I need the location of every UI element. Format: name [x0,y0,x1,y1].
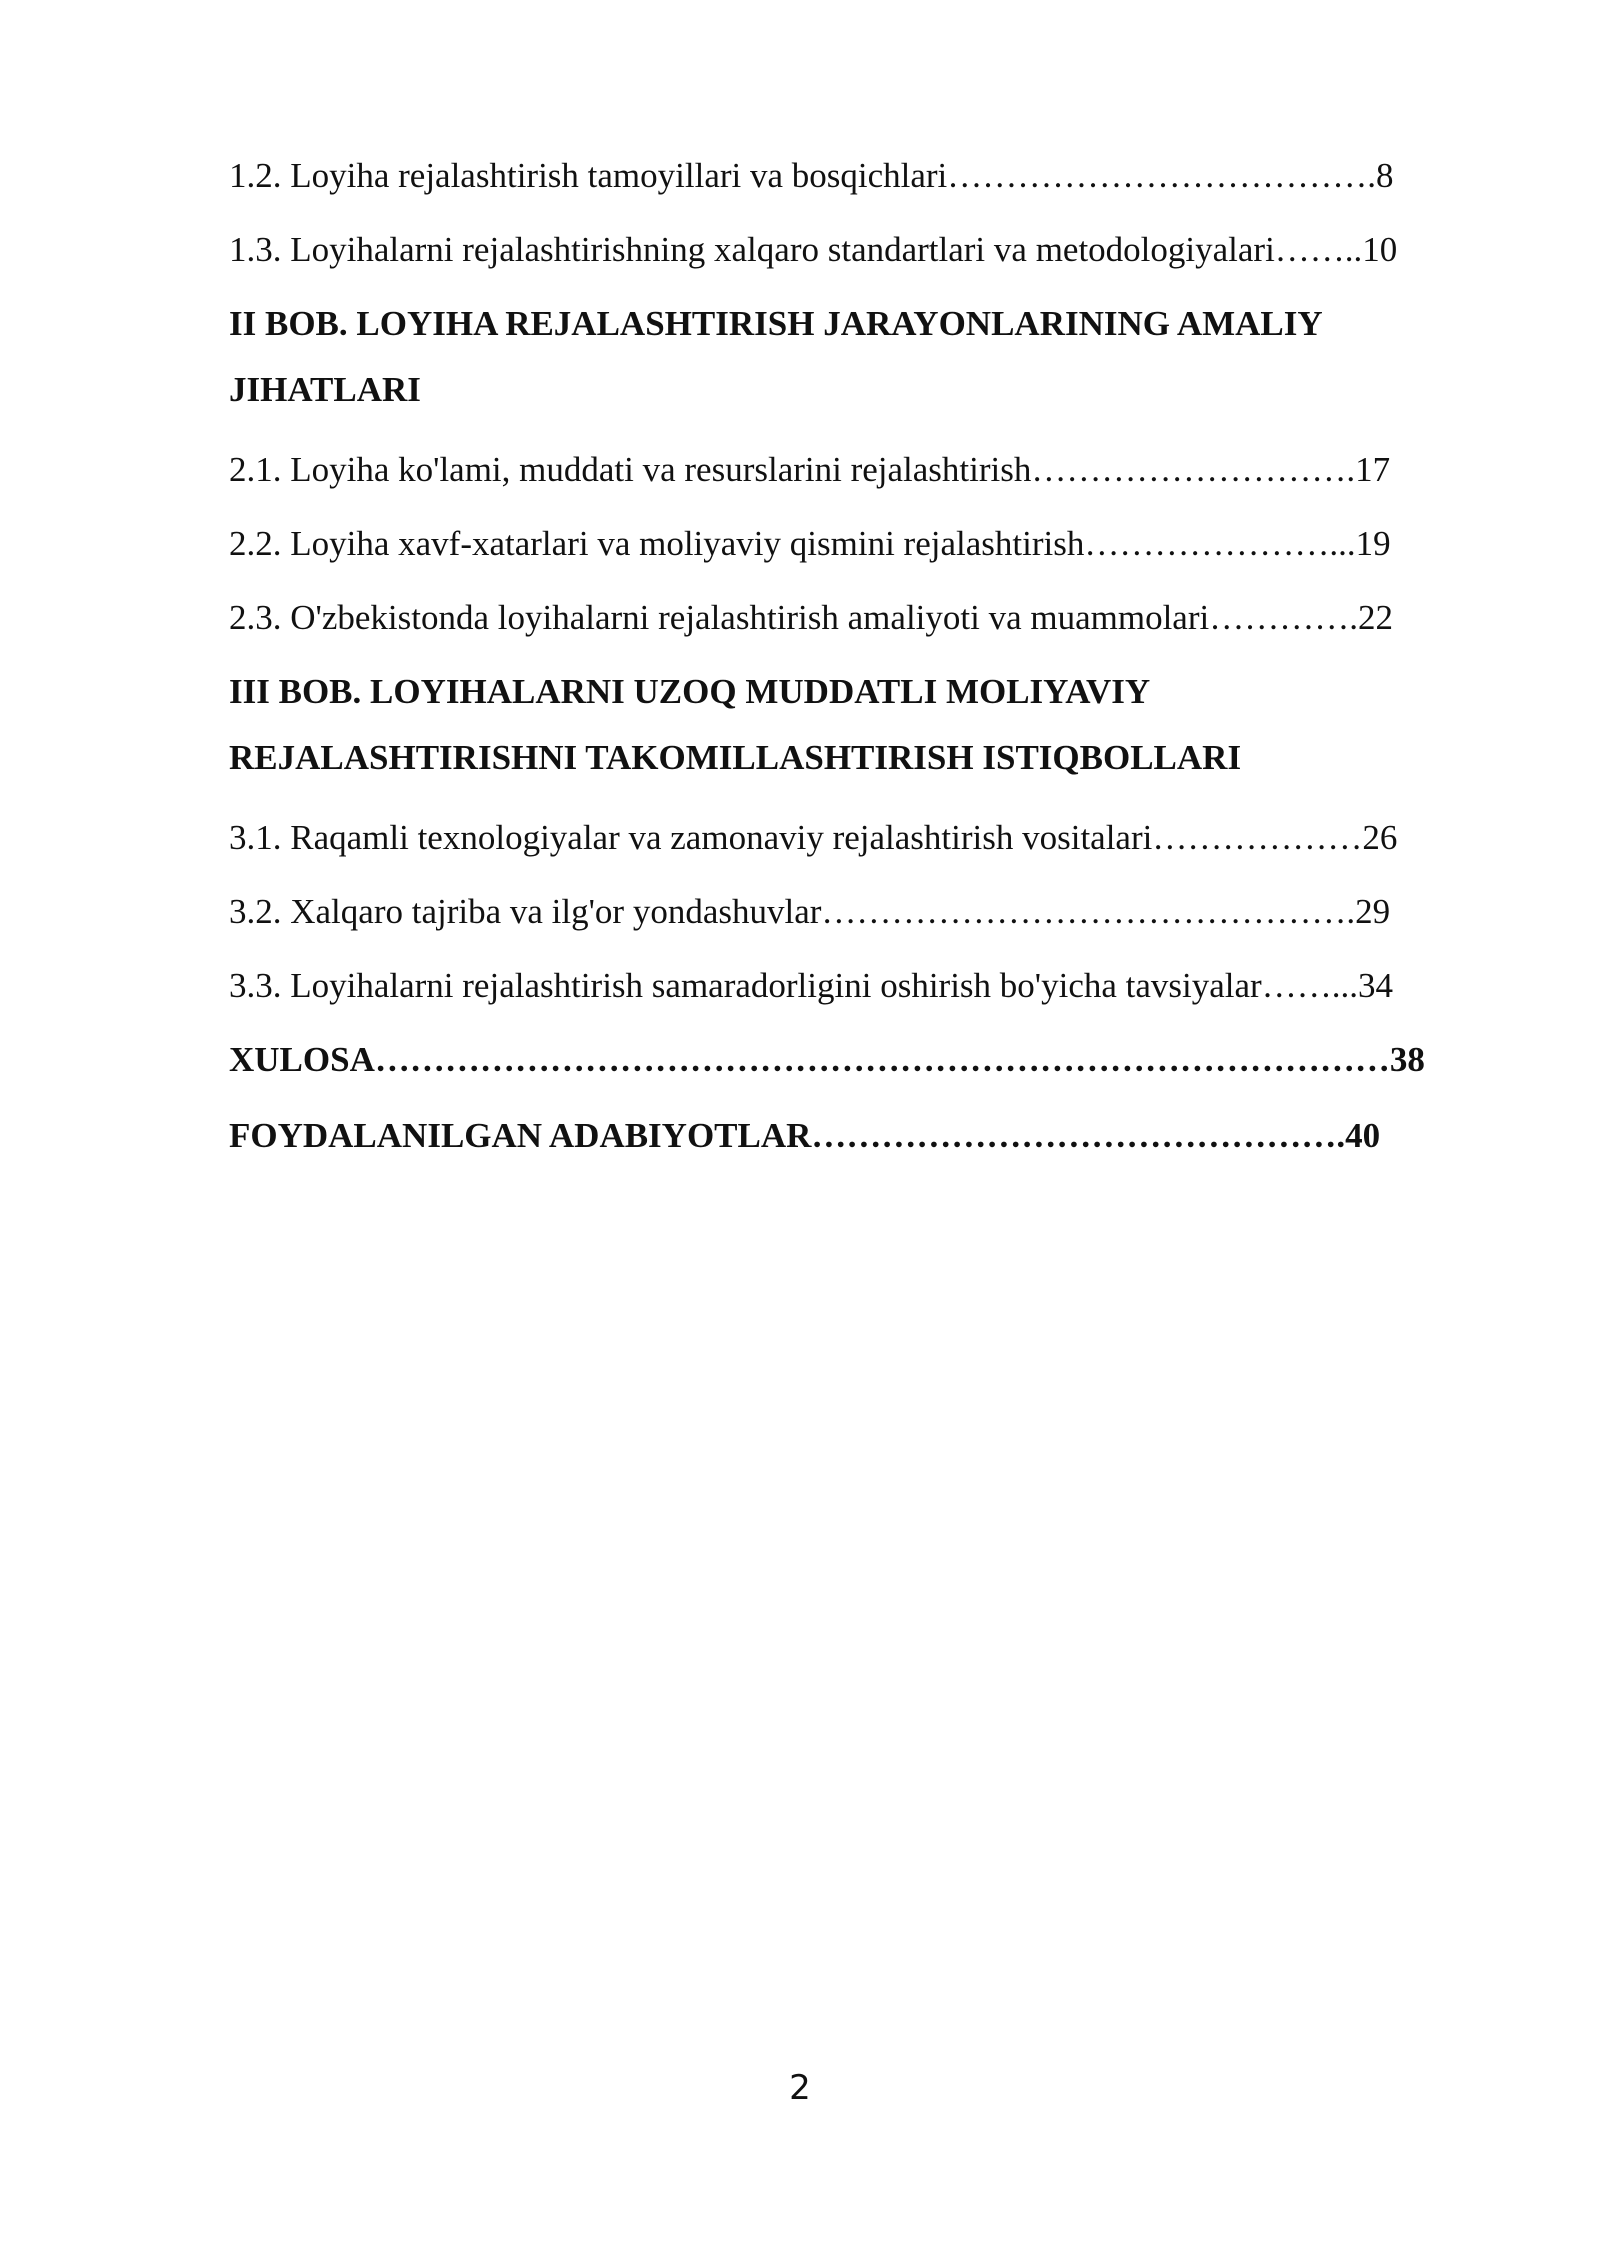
toc-entry-3-1: 3.1. Raqamli texnologiyalar va zamonaviy rejalashtirish vositalari………………26 [229,818,1398,857]
chapter-3-heading-line-2: REJALASHTIRISHNI TAKOMILLASHTIRISH ISTIQBOLLARI [229,738,1242,777]
table-of-contents [229,148,1494,1174]
chapter-2-heading-line-1: II BOB. LOYIHA REJALASHTIRISH JARAYONLARINING AMALIY [229,304,1323,343]
toc-entry-conclusion: XULOSA……………………………………………………………………………38 [229,1040,1425,1079]
page-number: 2 [789,2068,811,2108]
toc-entry-2-1: 2.1. Loyiha ko'lami, muddati va resurslarini rejalashtirish……………………….17 [229,450,1391,489]
toc-entry-3-3: 3.3. Loyihalarni rejalashtirish samaradorligini oshirish bo'yicha tavsiyalar……...34 [229,966,1393,1005]
chapter-3-heading-line-1: III BOB. LOYIHALARNI UZOQ MUDDATLI MOLIYAVIY [229,672,1151,711]
toc-entry-1-2: 1.2. Loyiha rejalashtirish tamoyillari va bosqichlari……………………………….8 [229,156,1394,195]
chapter-2-heading-line-2: JIHATLARI [229,370,421,409]
toc-entry-references: FOYDALANILGAN ADABIYOTLAR……………………………………….40 [229,1116,1381,1155]
toc-entry-2-2: 2.2. Loyiha xavf-xatarlari va moliyaviy qismini rejalashtirish…………………...19 [229,524,1391,563]
toc-entry-2-3: 2.3. O'zbekistonda loyihalarni rejalashtirish amaliyoti va muammolari………….22 [229,598,1393,637]
toc-entry-1-3: 1.3. Loyihalarni rejalashtirishning xalqaro standartlari va metodologiyalari……..10 [229,230,1398,269]
toc-entry-3-2: 3.2. Xalqaro tajriba va ilg'or yondashuvlar……………………………………….29 [229,892,1391,931]
